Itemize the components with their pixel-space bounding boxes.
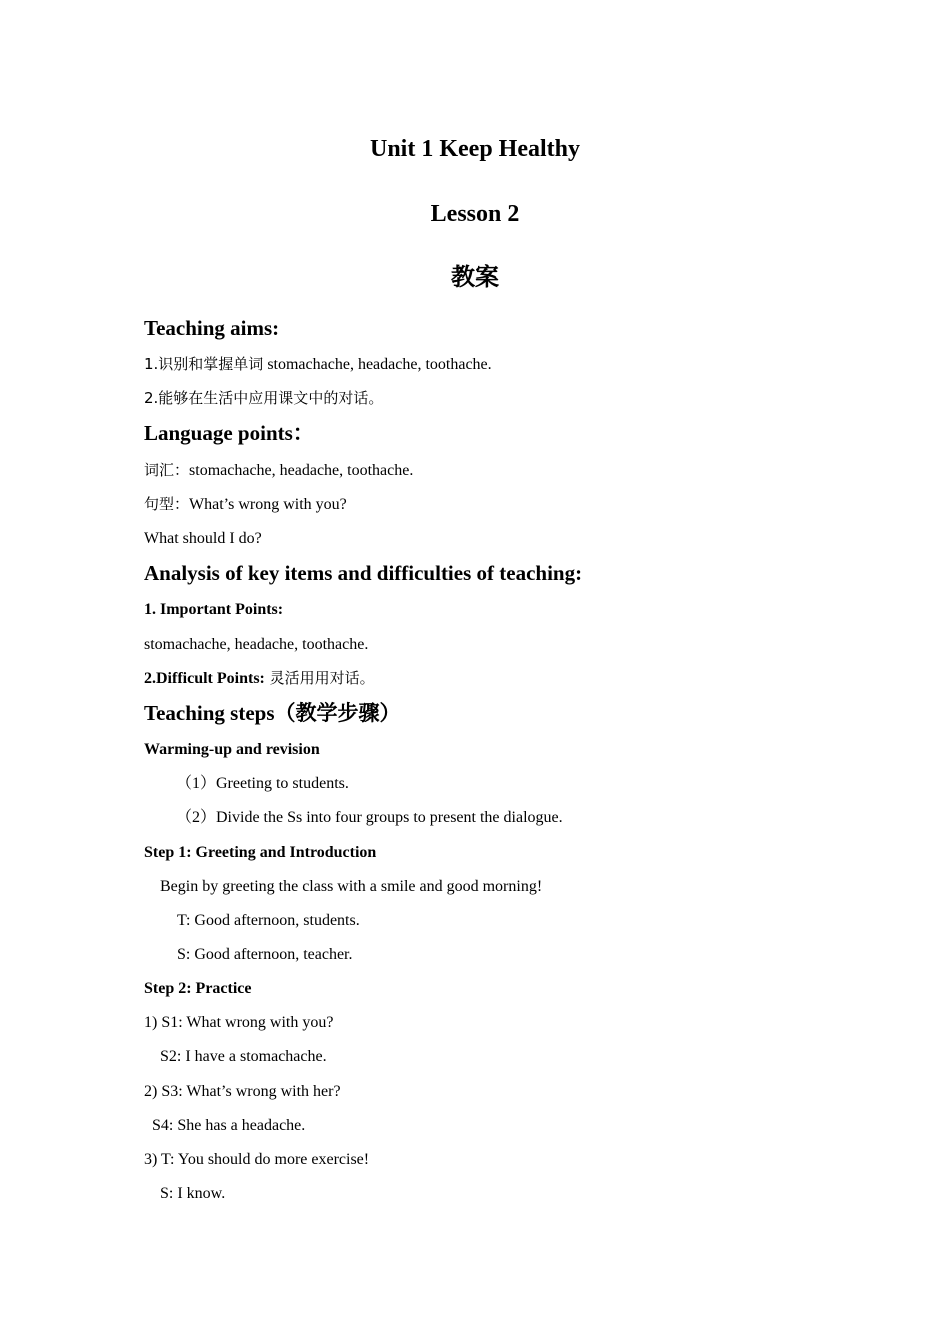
important-points-text: stomachache, headache, toothache.: [144, 636, 369, 653]
language-points-heading: Language points：: [144, 421, 314, 445]
sentence-line-2: What should I do?: [144, 530, 262, 547]
step2-line-4: S4: She has a headache.: [152, 1117, 306, 1134]
step2-line-6: S: I know.: [160, 1185, 226, 1202]
step1-line-1: Begin by greeting the class with a smile and good morning!: [160, 878, 543, 895]
step2-heading: Step 2: Practice: [144, 980, 252, 997]
warmup-heading: Warming-up and revision: [144, 741, 320, 758]
vocab-line: [144, 463, 413, 479]
step2-line-5: 3) T: You should do more exercise!: [144, 1151, 370, 1168]
teaching-aim-1: [144, 357, 492, 373]
important-points-label: 1. Important Points:: [144, 601, 284, 618]
lesson-title: Lesson 2: [430, 201, 520, 227]
teaching-aims-heading: Teaching aims:: [144, 316, 280, 340]
difficult-points-line: [144, 671, 375, 687]
sentence-label: 句型：: [144, 495, 190, 513]
document-title: Unit 1 Keep Healthy: [370, 136, 580, 162]
step1-line-2: T: Good afternoon, students.: [177, 912, 360, 929]
analysis-heading: Analysis of key items and difficulties of teaching:: [144, 561, 583, 585]
step2-line-1: 1) S1: What wrong with you?: [144, 1014, 334, 1031]
vocab-text: stomachache, headache, toothache.: [189, 462, 414, 479]
difficult-points-text: 灵活用用对话。: [264, 669, 375, 687]
step2-line-3: 2) S3: What’s wrong with her?: [144, 1083, 341, 1100]
difficult-points-label: 2.Difficult Points:: [144, 670, 265, 687]
step2-line-2: S2: I have a stomachache.: [160, 1048, 327, 1065]
teaching-aim-1-en: stomachache, headache, toothache.: [263, 356, 492, 373]
teaching-aim-2: 2.能够在生活中应用课文中的对话。: [144, 389, 384, 407]
teaching-aim-1-cn: 1.识别和掌握单词: [144, 355, 264, 373]
warmup-item-2: （2）Divide the Ss into four groups to present the dialogue.: [176, 809, 563, 826]
doc-type-title: 教案: [451, 263, 499, 291]
step1-heading: Step 1: Greeting and Introduction: [144, 844, 377, 861]
vocab-label: 词汇：: [144, 461, 190, 479]
teaching-steps-heading: Teaching steps（教学步骤）: [144, 701, 401, 725]
warmup-item-1: （1）Greeting to students.: [176, 775, 349, 792]
sentence-line: [144, 497, 347, 513]
sentence-text: What’s wrong with you?: [189, 496, 347, 513]
step1-line-3: S: Good afternoon, teacher.: [177, 946, 353, 963]
